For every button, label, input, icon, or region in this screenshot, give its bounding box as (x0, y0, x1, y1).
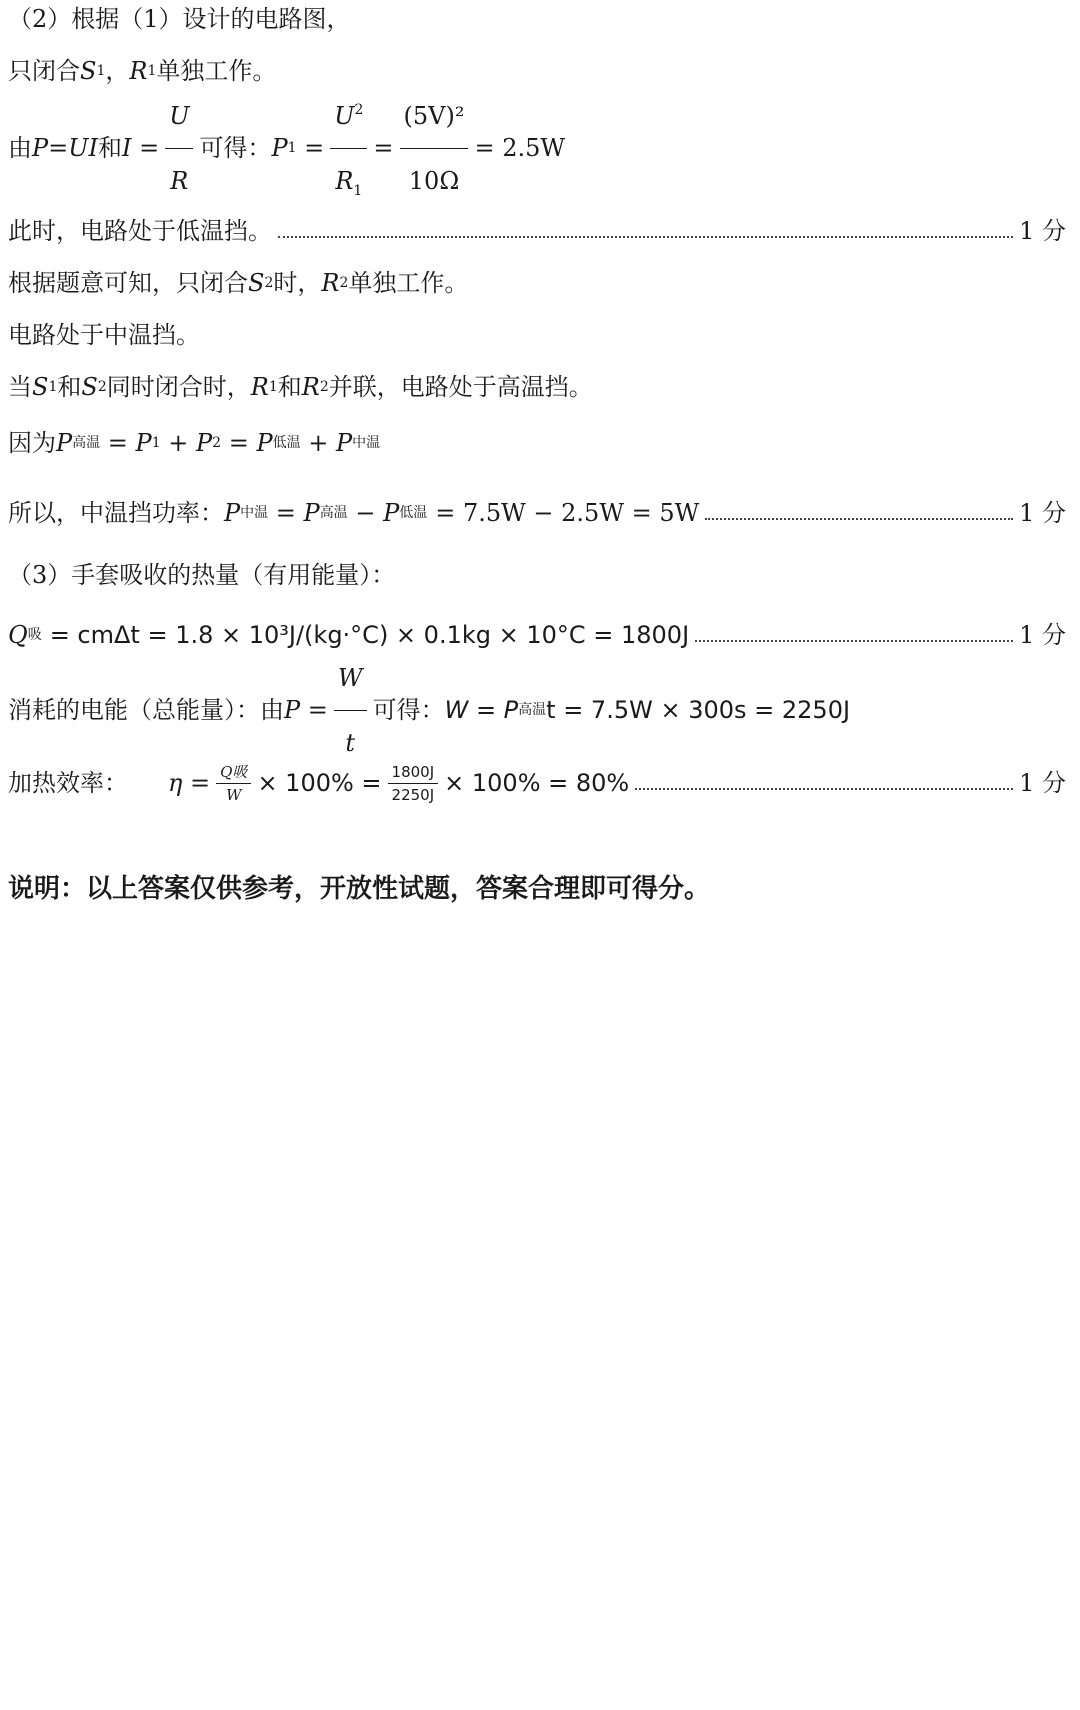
score-mark: 1 分 (1019, 769, 1066, 797)
footnote-explanation: 说明：以上答案仅供参考，开放性试题，答案合理即可得分。 (8, 874, 711, 904)
leader-dots (695, 640, 1013, 642)
line-part3-heading: （3）手套吸收的热量（有用能量）： (8, 561, 396, 589)
score-mark: 1 分 (1019, 499, 1066, 527)
line-low-temp: 此时，电路处于低温挡。 1 分 (8, 214, 1066, 248)
line-high-temp: 当 S 1 和 S 2 同时闭合时， R 1 和 R 2 并联，电路处于高温挡。 (8, 373, 593, 401)
line-energy-consumed: 消耗的电能（总能量）：由 P = $\frac{W}{t}$ 可得： W = P 高温 t = 7.5W × 300s = 2250J (8, 680, 1066, 740)
line-heat-absorbed: Q 吸 = cmΔt = 1.8 × 10³J/(kg·°C) × 0.1kg × 10°C = 1800J 1 分 (8, 618, 1066, 652)
line-close-s2: 根据题意可知，只闭合 S 2 时， R 2 单独工作。 (8, 269, 469, 297)
line-mid-power: 所以，中温挡功率： P 中温 = P 高温 − P 低温 = 7.5W − 2.5W = 5W 1 分 (8, 496, 1066, 530)
fraction-q-over-w: $\frac{\text{Q吸}}{W}$ (216, 763, 251, 804)
line-p1-formula: 由 P=UI 和 I = $\frac{U}{R}$ 可得： P 1 = $\frac{U^2}{R_1}$ = $\frac{\text{(5V)²}}{10\Omega}$ = 2.5W (8, 118, 1066, 178)
fraction-u2-over-r1: $\frac{U^2}{R_1}$ (330, 86, 367, 211)
line-close-s1: 只闭合 S 1 ， R 1 单独工作。 (8, 57, 277, 85)
line-part2-heading: （2）根据（1）设计的电路图， (8, 5, 351, 33)
line-power-sum: 因为 P 高温 = P 1 + P 2 = P 低温 + P 中温 (8, 429, 381, 457)
leader-dots (635, 788, 1013, 790)
score-mark: 1 分 (1019, 217, 1066, 245)
fraction-1800-over-2250: $\frac{1800J}{2250J}$ (388, 763, 439, 804)
fraction-w-over-t: $\frac{W}{t}$ (334, 648, 367, 773)
line-efficiency: 加热效率： η = $\frac{\text{Q吸}}{W}$ × 100% = $\frac{1800J}{2250J}$ × 100% = 80% 1 分 (8, 758, 1066, 808)
fraction-u-over-r: $\frac{U}{R}$ (165, 86, 193, 211)
leader-dots (278, 236, 1013, 238)
leader-dots (705, 518, 1013, 520)
fraction-5v2-over-10ohm: $\frac{\text{(5V)²}}{10\Omega}$ (400, 86, 469, 211)
score-mark: 1 分 (1019, 621, 1066, 649)
line-mid-temp: 电路处于中温挡。 (8, 321, 200, 349)
